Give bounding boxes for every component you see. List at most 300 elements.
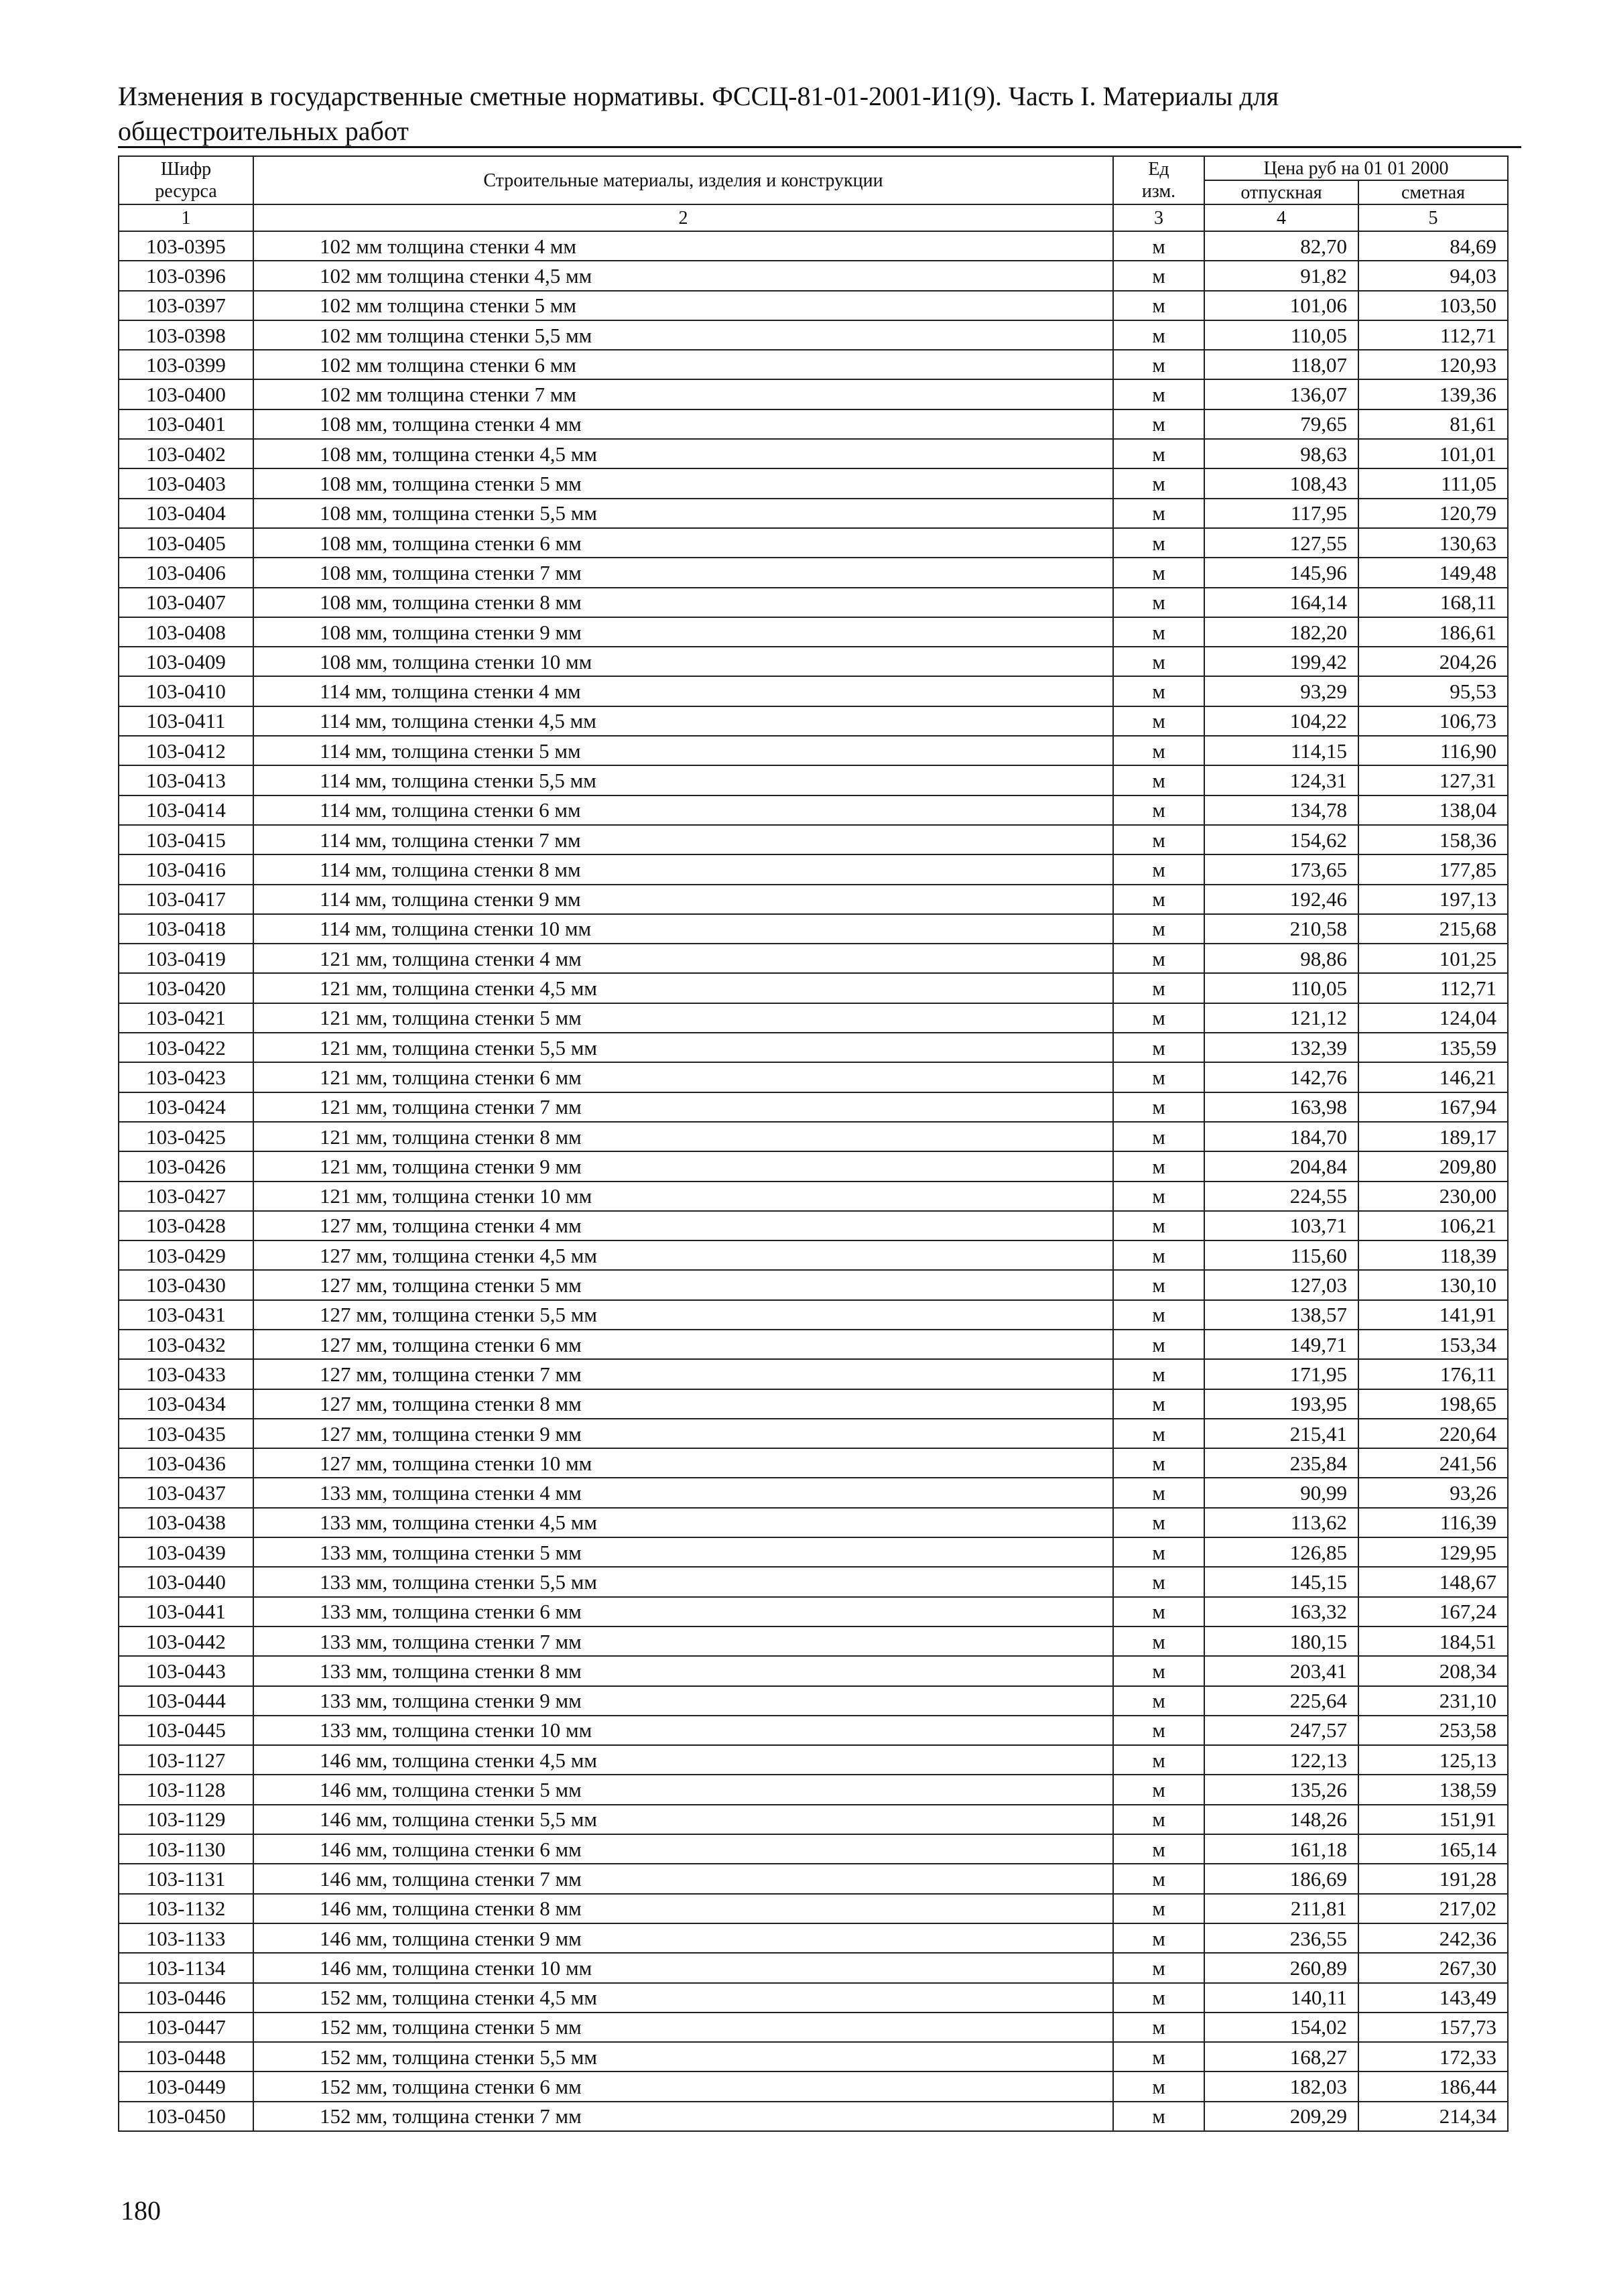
- unit: м: [1113, 736, 1204, 765]
- estimate-price: 127,31: [1358, 765, 1508, 795]
- table-row: [119, 1182, 1508, 1211]
- unit: м: [1113, 1745, 1204, 1775]
- estimate-price: 168,11: [1358, 588, 1508, 617]
- unit: м: [1113, 291, 1204, 320]
- table-row: [119, 1983, 1508, 2013]
- material-name: 121 мм, толщина стенки 5,5 мм: [253, 1033, 1113, 1062]
- material-name: 146 мм, толщина стенки 8 мм: [253, 1894, 1113, 1923]
- table-row: [119, 944, 1508, 973]
- release-price: 225,64: [1204, 1686, 1358, 1716]
- resource-code: 103-0436: [119, 1448, 253, 1478]
- resource-code: 103-1132: [119, 1894, 253, 1923]
- header-line-2: общестроительных работ: [118, 116, 409, 146]
- release-price: 203,41: [1204, 1656, 1358, 1685]
- col-header-price-group: Цена руб на 01 01 2000: [1204, 156, 1508, 180]
- resource-code: 103-0424: [119, 1092, 253, 1122]
- resource-code: 103-0417: [119, 885, 253, 914]
- estimate-price: 81,61: [1358, 409, 1508, 439]
- estimate-price: 148,67: [1358, 1567, 1508, 1596]
- table-row: [119, 1834, 1508, 1864]
- table-row: [119, 1923, 1508, 1953]
- unit: м: [1113, 588, 1204, 617]
- unit: м: [1113, 706, 1204, 736]
- resource-code: 103-0396: [119, 261, 253, 290]
- material-name: 146 мм, толщина стенки 4,5 мм: [253, 1745, 1113, 1775]
- release-price: 117,95: [1204, 499, 1358, 528]
- release-price: 161,18: [1204, 1834, 1358, 1864]
- material-name: 152 мм, толщина стенки 5,5 мм: [253, 2042, 1113, 2071]
- unit: м: [1113, 1389, 1204, 1419]
- release-price: 98,86: [1204, 944, 1358, 973]
- table-row: [119, 1537, 1508, 1567]
- estimate-price: 253,58: [1358, 1716, 1508, 1745]
- release-price: 113,62: [1204, 1508, 1358, 1537]
- release-price: 215,41: [1204, 1419, 1358, 1448]
- material-name: 146 мм, толщина стенки 6 мм: [253, 1834, 1113, 1864]
- estimate-price: 186,44: [1358, 2071, 1508, 2101]
- col-header-estimate-price: сметная: [1358, 180, 1508, 204]
- release-price: 163,32: [1204, 1597, 1358, 1627]
- table-row: [119, 528, 1508, 558]
- unit: м: [1113, 1686, 1204, 1716]
- material-name: 114 мм, толщина стенки 5,5 мм: [253, 765, 1113, 795]
- unit: м: [1113, 1627, 1204, 1656]
- estimate-price: 184,51: [1358, 1627, 1508, 1656]
- unit: м: [1113, 1834, 1204, 1864]
- materials-price-table: [118, 155, 1509, 2132]
- table-body: [119, 231, 1508, 2131]
- estimate-price: 214,34: [1358, 2102, 1508, 2131]
- unit: м: [1113, 231, 1204, 261]
- estimate-price: 106,73: [1358, 706, 1508, 736]
- unit: м: [1113, 1448, 1204, 1478]
- table-row: [119, 558, 1508, 587]
- unit: м: [1113, 1182, 1204, 1211]
- release-price: 103,71: [1204, 1211, 1358, 1240]
- resource-code: 103-0431: [119, 1300, 253, 1330]
- column-number: 5: [1358, 204, 1508, 231]
- unit: м: [1113, 320, 1204, 350]
- release-price: 136,07: [1204, 379, 1358, 409]
- release-price: 186,69: [1204, 1864, 1358, 1893]
- release-price: 124,31: [1204, 765, 1358, 795]
- material-name: 121 мм, толщина стенки 8 мм: [253, 1122, 1113, 1151]
- release-price: 210,58: [1204, 914, 1358, 944]
- unit: м: [1113, 2042, 1204, 2071]
- unit: м: [1113, 1537, 1204, 1567]
- table-row: [119, 736, 1508, 765]
- release-price: 108,43: [1204, 468, 1358, 498]
- release-price: 127,55: [1204, 528, 1358, 558]
- table-row: [119, 914, 1508, 944]
- table-row: [119, 2042, 1508, 2071]
- material-name: 127 мм, толщина стенки 7 мм: [253, 1359, 1113, 1389]
- estimate-price: 158,36: [1358, 825, 1508, 854]
- material-name: 152 мм, толщина стенки 5 мм: [253, 2013, 1113, 2042]
- estimate-price: 208,34: [1358, 1656, 1508, 1685]
- table-row: [119, 1864, 1508, 1893]
- release-price: 110,05: [1204, 320, 1358, 350]
- resource-code: 103-0402: [119, 439, 253, 468]
- estimate-price: 215,68: [1358, 914, 1508, 944]
- material-name: 133 мм, толщина стенки 4,5 мм: [253, 1508, 1113, 1537]
- material-name: 127 мм, толщина стенки 4,5 мм: [253, 1240, 1113, 1270]
- resource-code: 103-0437: [119, 1478, 253, 1507]
- table-row: [119, 1330, 1508, 1359]
- resource-code: 103-1133: [119, 1923, 253, 1953]
- release-price: 142,76: [1204, 1062, 1358, 1092]
- release-price: 199,42: [1204, 647, 1358, 676]
- resource-code: 103-0448: [119, 2042, 253, 2071]
- resource-code: 103-0412: [119, 736, 253, 765]
- resource-code: 103-1134: [119, 1953, 253, 1982]
- release-price: 163,98: [1204, 1092, 1358, 1122]
- column-number: 2: [253, 204, 1113, 231]
- column-number: 1: [119, 204, 253, 231]
- resource-code: 103-0399: [119, 350, 253, 379]
- resource-code: 103-1130: [119, 1834, 253, 1864]
- resource-code: 103-0434: [119, 1389, 253, 1419]
- estimate-price: 165,14: [1358, 1834, 1508, 1864]
- release-price: 127,03: [1204, 1270, 1358, 1299]
- resource-code: 103-0398: [119, 320, 253, 350]
- table-row: [119, 1656, 1508, 1685]
- table-row: [119, 1122, 1508, 1151]
- material-name: 121 мм, толщина стенки 10 мм: [253, 1182, 1113, 1211]
- table-row: [119, 1567, 1508, 1596]
- unit: м: [1113, 1211, 1204, 1240]
- unit: м: [1113, 1151, 1204, 1181]
- resource-code: 103-0427: [119, 1182, 253, 1211]
- estimate-price: 177,85: [1358, 854, 1508, 884]
- release-price: 211,81: [1204, 1894, 1358, 1923]
- unit: м: [1113, 1923, 1204, 1953]
- release-price: 145,96: [1204, 558, 1358, 587]
- material-name: 146 мм, толщина стенки 5,5 мм: [253, 1805, 1113, 1834]
- estimate-price: 242,36: [1358, 1923, 1508, 1953]
- unit: м: [1113, 1419, 1204, 1448]
- resource-code: 103-0425: [119, 1122, 253, 1151]
- table-row: [119, 1716, 1508, 1745]
- table-row: [119, 1033, 1508, 1062]
- unit: м: [1113, 973, 1204, 1003]
- unit: м: [1113, 854, 1204, 884]
- material-name: 127 мм, толщина стенки 9 мм: [253, 1419, 1113, 1448]
- material-name: 133 мм, толщина стенки 7 мм: [253, 1627, 1113, 1656]
- unit: м: [1113, 1270, 1204, 1299]
- material-name: 114 мм, толщина стенки 9 мм: [253, 885, 1113, 914]
- material-name: 127 мм, толщина стенки 5,5 мм: [253, 1300, 1113, 1330]
- table-row: [119, 885, 1508, 914]
- resource-code: 103-0443: [119, 1656, 253, 1685]
- release-price: 104,22: [1204, 706, 1358, 736]
- estimate-price: 103,50: [1358, 291, 1508, 320]
- resource-code: 103-1128: [119, 1775, 253, 1804]
- table-row: [119, 676, 1508, 706]
- estimate-price: 151,91: [1358, 1805, 1508, 1834]
- table-row: [119, 1508, 1508, 1537]
- material-name: 108 мм, толщина стенки 7 мм: [253, 558, 1113, 587]
- resource-code: 103-0408: [119, 617, 253, 647]
- material-name: 108 мм, толщина стенки 6 мм: [253, 528, 1113, 558]
- col-header-unit: Ед изм.: [1113, 156, 1204, 204]
- unit: м: [1113, 1656, 1204, 1685]
- resource-code: 103-0446: [119, 1983, 253, 2013]
- material-name: 146 мм, толщина стенки 9 мм: [253, 1923, 1113, 1953]
- resource-code: 103-0414: [119, 795, 253, 825]
- release-price: 114,15: [1204, 736, 1358, 765]
- unit: м: [1113, 1775, 1204, 1804]
- unit: м: [1113, 1122, 1204, 1151]
- resource-code: 103-1131: [119, 1864, 253, 1893]
- release-price: 193,95: [1204, 1389, 1358, 1419]
- material-name: 114 мм, толщина стенки 5 мм: [253, 736, 1113, 765]
- estimate-price: 84,69: [1358, 231, 1508, 261]
- material-name: 152 мм, толщина стенки 7 мм: [253, 2102, 1113, 2131]
- table-row: [119, 973, 1508, 1003]
- release-price: 98,63: [1204, 439, 1358, 468]
- material-name: 133 мм, толщина стенки 9 мм: [253, 1686, 1113, 1716]
- estimate-price: 209,80: [1358, 1151, 1508, 1181]
- resource-code: 103-1127: [119, 1745, 253, 1775]
- resource-code: 103-0401: [119, 409, 253, 439]
- release-price: 118,07: [1204, 350, 1358, 379]
- estimate-price: 120,79: [1358, 499, 1508, 528]
- resource-code: 103-0404: [119, 499, 253, 528]
- table-row: [119, 468, 1508, 498]
- resource-code: 103-0423: [119, 1062, 253, 1092]
- resource-code: 103-0445: [119, 1716, 253, 1745]
- material-name: 133 мм, толщина стенки 8 мм: [253, 1656, 1113, 1685]
- material-name: 127 мм, толщина стенки 6 мм: [253, 1330, 1113, 1359]
- estimate-price: 116,90: [1358, 736, 1508, 765]
- estimate-price: 111,05: [1358, 468, 1508, 498]
- release-price: 121,12: [1204, 1003, 1358, 1033]
- release-price: 101,06: [1204, 291, 1358, 320]
- material-name: 114 мм, толщина стенки 4,5 мм: [253, 706, 1113, 736]
- material-name: 108 мм, толщина стенки 8 мм: [253, 588, 1113, 617]
- unit: м: [1113, 1953, 1204, 1982]
- release-price: 82,70: [1204, 231, 1358, 261]
- material-name: 152 мм, толщина стенки 6 мм: [253, 2071, 1113, 2101]
- table-row: [119, 409, 1508, 439]
- estimate-price: 138,59: [1358, 1775, 1508, 1804]
- estimate-price: 141,91: [1358, 1300, 1508, 1330]
- material-name: 133 мм, толщина стенки 5,5 мм: [253, 1567, 1113, 1596]
- release-price: 79,65: [1204, 409, 1358, 439]
- resource-code: 103-0450: [119, 2102, 253, 2131]
- unit: м: [1113, 2013, 1204, 2042]
- unit: м: [1113, 1300, 1204, 1330]
- table-row: [119, 2071, 1508, 2101]
- estimate-price: 241,56: [1358, 1448, 1508, 1478]
- column-number: 4: [1204, 204, 1358, 231]
- material-name: 121 мм, толщина стенки 4,5 мм: [253, 973, 1113, 1003]
- material-name: 114 мм, толщина стенки 8 мм: [253, 854, 1113, 884]
- estimate-price: 153,34: [1358, 1330, 1508, 1359]
- estimate-price: 116,39: [1358, 1508, 1508, 1537]
- release-price: 140,11: [1204, 1983, 1358, 2013]
- material-name: 146 мм, толщина стенки 5 мм: [253, 1775, 1113, 1804]
- unit: м: [1113, 1894, 1204, 1923]
- unit: м: [1113, 379, 1204, 409]
- estimate-price: 95,53: [1358, 676, 1508, 706]
- unit: м: [1113, 1567, 1204, 1596]
- resource-code: 103-0407: [119, 588, 253, 617]
- material-name: 108 мм, толщина стенки 9 мм: [253, 617, 1113, 647]
- estimate-price: 197,13: [1358, 885, 1508, 914]
- unit: м: [1113, 1864, 1204, 1893]
- resource-code: 103-0405: [119, 528, 253, 558]
- table-row: [119, 795, 1508, 825]
- resource-code: 103-0449: [119, 2071, 253, 2101]
- unit: м: [1113, 409, 1204, 439]
- unit: м: [1113, 765, 1204, 795]
- unit: м: [1113, 558, 1204, 587]
- table-row: [119, 854, 1508, 884]
- unit: м: [1113, 1716, 1204, 1745]
- estimate-price: 146,21: [1358, 1062, 1508, 1092]
- estimate-price: 129,95: [1358, 1537, 1508, 1567]
- table-row: [119, 706, 1508, 736]
- estimate-price: 138,04: [1358, 795, 1508, 825]
- release-price: 168,27: [1204, 2042, 1358, 2071]
- resource-code: 103-0411: [119, 706, 253, 736]
- material-name: 114 мм, толщина стенки 7 мм: [253, 825, 1113, 854]
- table-row: [119, 588, 1508, 617]
- material-name: 133 мм, толщина стенки 6 мм: [253, 1597, 1113, 1627]
- material-name: 114 мм, толщина стенки 6 мм: [253, 795, 1113, 825]
- unit: м: [1113, 1508, 1204, 1537]
- release-price: 204,84: [1204, 1151, 1358, 1181]
- release-price: 180,15: [1204, 1627, 1358, 1656]
- unit: м: [1113, 439, 1204, 468]
- estimate-price: 267,30: [1358, 1953, 1508, 1982]
- estimate-price: 172,33: [1358, 2042, 1508, 2071]
- table-row: [119, 1419, 1508, 1448]
- material-name: 114 мм, толщина стенки 10 мм: [253, 914, 1113, 944]
- table-row: [119, 1686, 1508, 1716]
- resource-code: 103-0406: [119, 558, 253, 587]
- table-row: [119, 1894, 1508, 1923]
- table-row: [119, 1805, 1508, 1834]
- resource-code: 103-0421: [119, 1003, 253, 1033]
- release-price: 235,84: [1204, 1448, 1358, 1478]
- resource-code: 103-1129: [119, 1805, 253, 1834]
- table-row: [119, 647, 1508, 676]
- estimate-price: 143,49: [1358, 1983, 1508, 2013]
- table-row: [119, 1270, 1508, 1299]
- unit: м: [1113, 499, 1204, 528]
- estimate-price: 118,39: [1358, 1240, 1508, 1270]
- resource-code: 103-0418: [119, 914, 253, 944]
- material-name: 121 мм, толщина стенки 5 мм: [253, 1003, 1113, 1033]
- table-row: [119, 1953, 1508, 1982]
- release-price: 164,14: [1204, 588, 1358, 617]
- table-row: [119, 1062, 1508, 1092]
- unit: м: [1113, 617, 1204, 647]
- release-price: 260,89: [1204, 1953, 1358, 1982]
- table-row: [119, 1003, 1508, 1033]
- material-name: 108 мм, толщина стенки 5,5 мм: [253, 499, 1113, 528]
- material-name: 127 мм, толщина стенки 5 мм: [253, 1270, 1113, 1299]
- material-name: 152 мм, толщина стенки 4,5 мм: [253, 1983, 1113, 2013]
- header-rule: [118, 146, 1521, 148]
- release-price: 182,20: [1204, 617, 1358, 647]
- unit: м: [1113, 676, 1204, 706]
- release-price: 91,82: [1204, 261, 1358, 290]
- table-row: [119, 1389, 1508, 1419]
- unit: м: [1113, 1983, 1204, 2013]
- estimate-price: 124,04: [1358, 1003, 1508, 1033]
- release-price: 192,46: [1204, 885, 1358, 914]
- unit: м: [1113, 1359, 1204, 1389]
- resource-code: 103-0416: [119, 854, 253, 884]
- material-name: 102 мм толщина стенки 5 мм: [253, 291, 1113, 320]
- resource-code: 103-0400: [119, 379, 253, 409]
- material-name: 102 мм толщина стенки 6 мм: [253, 350, 1113, 379]
- table-row: [119, 1300, 1508, 1330]
- table-row: [119, 1627, 1508, 1656]
- estimate-price: 112,71: [1358, 320, 1508, 350]
- table-row: [119, 1745, 1508, 1775]
- release-price: 145,15: [1204, 1567, 1358, 1596]
- estimate-price: 135,59: [1358, 1033, 1508, 1062]
- estimate-price: 231,10: [1358, 1686, 1508, 1716]
- release-price: 247,57: [1204, 1716, 1358, 1745]
- unit: м: [1113, 528, 1204, 558]
- material-name: 102 мм толщина стенки 4,5 мм: [253, 261, 1113, 290]
- resource-code: 103-0415: [119, 825, 253, 854]
- material-name: 102 мм толщина стенки 5,5 мм: [253, 320, 1113, 350]
- unit: м: [1113, 914, 1204, 944]
- release-price: 184,70: [1204, 1122, 1358, 1151]
- unit: м: [1113, 1092, 1204, 1122]
- release-price: 154,62: [1204, 825, 1358, 854]
- release-price: 93,29: [1204, 676, 1358, 706]
- resource-code: 103-0429: [119, 1240, 253, 1270]
- resource-code: 103-0419: [119, 944, 253, 973]
- material-name: 102 мм толщина стенки 4 мм: [253, 231, 1113, 261]
- unit: м: [1113, 1597, 1204, 1627]
- unit: м: [1113, 885, 1204, 914]
- unit: м: [1113, 350, 1204, 379]
- material-name: 114 мм, толщина стенки 4 мм: [253, 676, 1113, 706]
- release-price: 149,71: [1204, 1330, 1358, 1359]
- unit: м: [1113, 261, 1204, 290]
- resource-code: 103-0433: [119, 1359, 253, 1389]
- table-row: [119, 1151, 1508, 1181]
- table-row: [119, 261, 1508, 290]
- unit: м: [1113, 1805, 1204, 1834]
- table-row: [119, 350, 1508, 379]
- estimate-price: 217,02: [1358, 1894, 1508, 1923]
- table-row: [119, 1597, 1508, 1627]
- material-name: 127 мм, толщина стенки 4 мм: [253, 1211, 1113, 1240]
- release-price: 115,60: [1204, 1240, 1358, 1270]
- col-header-release-price: отпускная: [1204, 180, 1358, 204]
- resource-code: 103-0409: [119, 647, 253, 676]
- estimate-price: 130,10: [1358, 1270, 1508, 1299]
- table-row: [119, 499, 1508, 528]
- release-price: 236,55: [1204, 1923, 1358, 1953]
- release-price: 148,26: [1204, 1805, 1358, 1834]
- release-price: 90,99: [1204, 1478, 1358, 1507]
- resource-code: 103-0430: [119, 1270, 253, 1299]
- resource-code: 103-0439: [119, 1537, 253, 1567]
- estimate-price: 189,17: [1358, 1122, 1508, 1151]
- resource-code: 103-0442: [119, 1627, 253, 1656]
